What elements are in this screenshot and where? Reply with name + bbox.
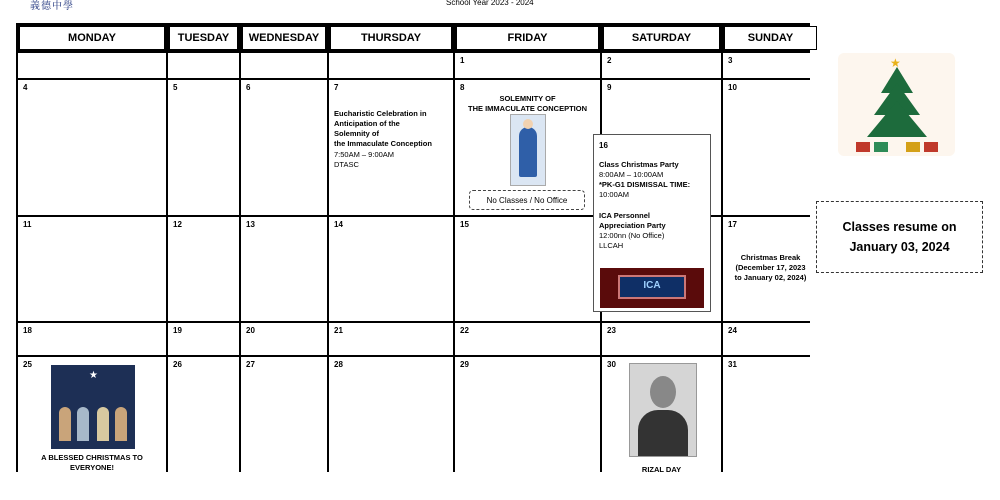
day-cell-1 <box>455 53 600 78</box>
day-cell-25 <box>18 357 166 480</box>
day-cell-7 <box>329 80 453 215</box>
date-number: 14 <box>334 220 343 229</box>
day-cell-23 <box>602 323 721 355</box>
date-number: 15 <box>460 220 469 229</box>
day-cell-13 <box>241 217 327 321</box>
day-cell-20 <box>241 323 327 355</box>
day-cell-31 <box>723 357 818 480</box>
event-immaculate-conception <box>455 94 600 114</box>
date-number: 21 <box>334 326 343 335</box>
day-cell-empty <box>18 53 166 78</box>
event-line: A BLESSED CHRISTMAS TO <box>41 453 143 462</box>
date-number: 30 <box>607 360 616 369</box>
day-cell-21 <box>329 323 453 355</box>
date-number: 13 <box>246 220 255 229</box>
event-line: to January 02, 2024) <box>734 273 807 283</box>
date-number: 16 <box>599 141 608 150</box>
day-header-saturday: SATURDAY <box>603 26 720 50</box>
event-venue: DTASC <box>334 159 359 169</box>
date-number: 8 <box>460 83 465 92</box>
date-number: 28 <box>334 360 343 369</box>
date-number: 17 <box>728 220 737 229</box>
star-icon: ★ <box>890 56 901 70</box>
resume-line-1: Classes resume on <box>842 220 957 234</box>
event-line: *PK-G1 DISMISSAL TIME: <box>599 180 691 190</box>
no-classes-note: No Classes / No Office <box>469 190 585 210</box>
classes-resume-note <box>816 201 983 273</box>
school-logo-text: 義德中學 <box>30 1 74 12</box>
ica-banner-image <box>600 268 704 308</box>
event-line: Appreciation Party <box>599 220 666 230</box>
date-number: 18 <box>23 326 32 335</box>
rizal-day-label: RIZAL DAY <box>641 465 682 474</box>
resume-line-2: January 03, 2024 <box>849 240 950 254</box>
date-number: 29 <box>460 360 469 369</box>
day-cell-5 <box>168 80 239 215</box>
event-line: EVERYONE! <box>70 463 114 473</box>
nativity-image: ★ <box>51 365 135 449</box>
day-cell-27 <box>241 357 327 480</box>
event-line: SOLEMNITY OF <box>499 94 556 103</box>
christmas-tree-image <box>838 53 955 156</box>
event-line: ICA Personnel <box>599 210 650 220</box>
event-line: THE IMMACULATE CONCEPTION <box>467 104 588 114</box>
date-number: 5 <box>173 83 178 92</box>
ica-banner-text: ICA <box>643 280 661 291</box>
day-cell-8 <box>455 80 600 215</box>
day-cell-12 <box>168 217 239 321</box>
christmas-greeting <box>18 453 166 473</box>
date-number: 11 <box>23 220 32 229</box>
day-cell-29 <box>455 357 600 480</box>
day-cell-26 <box>168 357 239 480</box>
date-number: 24 <box>728 326 737 335</box>
day-cell-empty <box>168 53 239 78</box>
event-time: 12:00nn (No Office) <box>599 230 665 240</box>
date-number: 2 <box>607 56 612 65</box>
event-time: 10:00AM <box>599 190 630 200</box>
day-cell-19 <box>168 323 239 355</box>
day-cell-28 <box>329 357 453 480</box>
event-time: 7:50AM – 9:00AM <box>334 149 395 159</box>
event-time: 8:00AM – 10:00AM <box>599 170 664 180</box>
day-cell-22 <box>455 323 600 355</box>
day-cell-17 <box>723 217 818 321</box>
day-cell-3 <box>723 53 818 78</box>
date-number: 6 <box>246 83 251 92</box>
day-cell-11 <box>18 217 166 321</box>
date-number: 9 <box>607 83 612 92</box>
day-cell-2 <box>602 53 721 78</box>
day-cell-6 <box>241 80 327 215</box>
date-number: 26 <box>173 360 182 369</box>
event-line: Class Christmas Party <box>599 160 679 169</box>
event-line: Anticipation of the <box>334 119 400 129</box>
date-number: 20 <box>246 326 255 335</box>
day-cell-empty <box>241 53 327 78</box>
day-cell-empty <box>329 53 453 78</box>
day-cell-14 <box>329 217 453 321</box>
day-cell-18 <box>18 323 166 355</box>
date-number: 27 <box>246 360 255 369</box>
date-number: 19 <box>173 326 182 335</box>
day-cell-10 <box>723 80 818 215</box>
event-line: Christmas Break <box>740 253 801 262</box>
date-number: 7 <box>334 83 339 92</box>
date-number: 4 <box>23 83 28 92</box>
date-number: 3 <box>728 56 733 65</box>
day-cell-4 <box>18 80 166 215</box>
day-cell-24 <box>723 323 818 355</box>
event-line: (December 17, 2023 <box>735 263 806 273</box>
day-header-sunday: SUNDAY <box>724 26 817 50</box>
rizal-portrait <box>629 363 697 457</box>
date-number: 1 <box>460 56 465 65</box>
event-eucharistic-celebration <box>334 109 432 170</box>
day-header-wednesday: WEDNESDAY <box>242 26 326 50</box>
day-header-monday: MONDAY <box>19 26 165 50</box>
event-christmas-break <box>723 253 818 283</box>
event-christmas-parties <box>599 160 690 251</box>
date-number: 10 <box>728 83 737 92</box>
day-cell-15 <box>455 217 600 321</box>
day-cell-16 <box>593 134 711 312</box>
immaculate-conception-image <box>510 114 546 186</box>
event-line: Eucharistic Celebration in <box>334 109 427 118</box>
school-year: School Year 2023 - 2024 <box>446 0 534 7</box>
date-number: 31 <box>728 360 737 369</box>
date-number: 25 <box>23 360 32 369</box>
date-number: 12 <box>173 220 182 229</box>
date-number: 23 <box>607 326 616 335</box>
event-venue: LLCAH <box>599 240 624 250</box>
day-header-friday: FRIDAY <box>456 26 599 50</box>
day-cell-30 <box>602 357 721 480</box>
date-number: 22 <box>460 326 469 335</box>
day-header-thursday: THURSDAY <box>330 26 452 50</box>
event-line: the Immaculate Conception <box>334 139 432 149</box>
day-header-tuesday: TUESDAY <box>169 26 238 50</box>
event-line: Solemnity of <box>334 129 380 139</box>
